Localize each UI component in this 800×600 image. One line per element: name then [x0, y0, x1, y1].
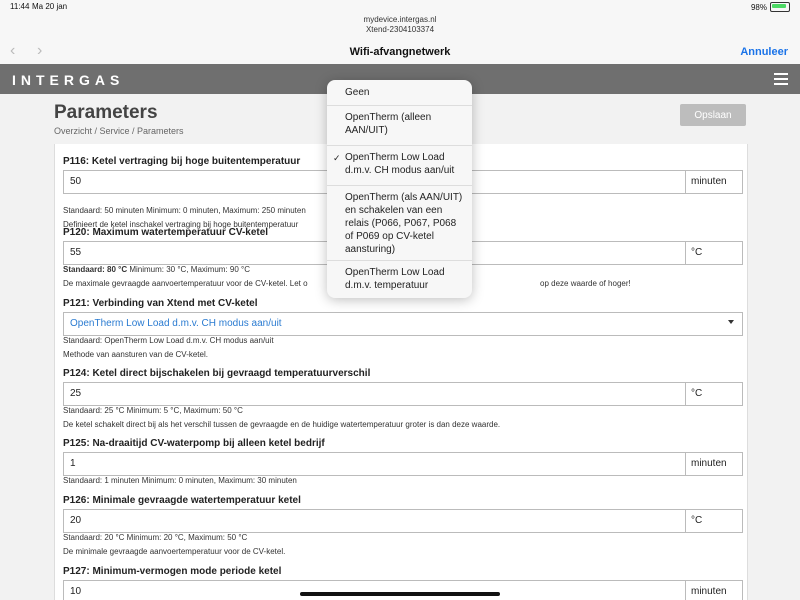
param-p126: [63, 495, 743, 556]
breadcrumb[interactable]: Overzicht / Service / Parameters: [54, 126, 184, 136]
page-title: Parameters: [54, 102, 158, 123]
device-id: Xtend-2304103374: [365, 25, 435, 34]
param-label: P121: Verbinding van Xtend met CV-ketel: [63, 298, 258, 309]
status-bar: [0, 0, 800, 14]
param-description: Definieert de ketel inschakel vertraging bij hoge buitentemperatuur: [63, 220, 299, 229]
chevron-down-icon: [728, 320, 734, 324]
p124-input[interactable]: [63, 382, 743, 406]
param-label: P120: Maximum watertemperatuur CV-ketel: [63, 227, 269, 238]
param-default: Standaard: 50 minuten Minimum: 0 minuten, Maximum: 250 minuten: [63, 206, 306, 215]
battery-percent: 98%: [750, 2, 767, 12]
param-label: P116: Ketel vertraging bij hoge buitentemperatuur: [63, 156, 301, 167]
param-label: P124: Ketel direct bijschakelen bij gevraagd temperatuurverschil: [63, 368, 371, 379]
checkmark-icon: ✓: [333, 153, 341, 163]
unit-label: °C: [685, 510, 742, 532]
input-value: 10: [70, 586, 82, 597]
p127-input[interactable]: [63, 580, 743, 600]
param-default: Standaard: 25 °C Minimum: 5 °C, Maximum: 50 °C: [63, 406, 243, 415]
status-date: Ma 20 jan: [32, 2, 68, 11]
battery-status: [751, 2, 790, 12]
unit-label: minuten: [685, 453, 742, 475]
input-value: 20: [70, 515, 82, 526]
dropdown-option[interactable]: Geen: [327, 80, 472, 106]
battery-icon: [770, 2, 790, 12]
unit-label: °C: [685, 383, 742, 405]
p125-input[interactable]: [63, 452, 743, 476]
p126-input[interactable]: [63, 509, 743, 533]
param-description: De minimale gevraagde aanvoertemperatuur voor de CV-ketel.: [63, 547, 286, 556]
input-value: 55: [70, 247, 82, 258]
browser-header: [0, 14, 800, 65]
param-label: P125: Na-draaitijd CV-waterpomp bij alleen ketel bedrijf: [63, 438, 325, 449]
dropdown-option-selected[interactable]: ✓ OpenTherm Low Load d.m.v. CH modus aan/uit: [327, 145, 472, 186]
param-description-end: op deze waarde of hoger!: [540, 279, 631, 288]
hamburger-menu-icon[interactable]: [774, 70, 788, 88]
input-value: 1: [70, 458, 76, 469]
home-indicator[interactable]: [300, 592, 500, 596]
param-default: Standaard: 20 °C Minimum: 20 °C, Maximum: 50 °C: [63, 533, 248, 542]
param-p127: [63, 566, 743, 597]
param-description: De ketel schakelt direct bij als het verschil tussen de gevraagde en de huidige watertemperatuur groter is dan deze waarde.: [63, 420, 501, 429]
param-default: Standaard: 1 minuten Minimum: 0 minuten, Maximum: 30 minuten: [63, 476, 297, 485]
sheet-title: Wifi-afvangnetwerk: [349, 46, 451, 58]
save-button[interactable]: Opslaan: [680, 104, 746, 126]
input-value: 50: [70, 176, 82, 187]
unit-label: minuten: [685, 581, 742, 600]
param-p124: [63, 368, 743, 429]
status-time: 11:44: [10, 2, 30, 11]
connection-dropdown-popover: [327, 80, 472, 298]
back-chevron-icon[interactable]: ‹: [10, 42, 16, 59]
unit-label: °C: [685, 242, 742, 264]
param-default: Standaard: OpenTherm Low Load d.m.v. CH modus aan/uit: [63, 336, 274, 345]
dropdown-option[interactable]: OpenTherm (als AAN/UIT) en schakelen van een relais (P066, P067, P068 of P069 op CV-ketel aansturing): [327, 185, 472, 261]
input-value: 25: [70, 388, 82, 399]
dropdown-option[interactable]: OpenTherm Low Load d.m.v. temperatuur: [345, 267, 445, 291]
page-url: mydevice.intergas.nl: [363, 15, 437, 24]
param-p125: [63, 438, 743, 485]
param-default: Standaard: 80 °C Minimum: 30 °C, Maximum: 90 °C: [63, 265, 250, 274]
unit-label: minuten: [685, 171, 742, 193]
p121-select[interactable]: [63, 312, 743, 336]
param-description: De maximale gevraagde aanvoertemperatuur voor de CV-ketel. Let o: [63, 279, 308, 288]
dropdown-option[interactable]: OpenTherm (alleen AAN/UIT): [327, 105, 472, 146]
param-description: Methode van aansturen van de CV-ketel.: [63, 350, 208, 359]
forward-chevron-icon[interactable]: ›: [37, 42, 43, 59]
param-p121: [63, 298, 743, 359]
cancel-button[interactable]: Annuleer: [740, 46, 788, 58]
param-label: P127: Minimum-vermogen mode periode ketel: [63, 566, 282, 577]
param-label: P126: Minimale gevraagde watertemperatuur ketel: [63, 495, 301, 506]
intergas-logo: INTERGAS: [12, 72, 125, 88]
select-value: OpenTherm Low Load d.m.v. CH modus aan/uit: [70, 318, 282, 329]
